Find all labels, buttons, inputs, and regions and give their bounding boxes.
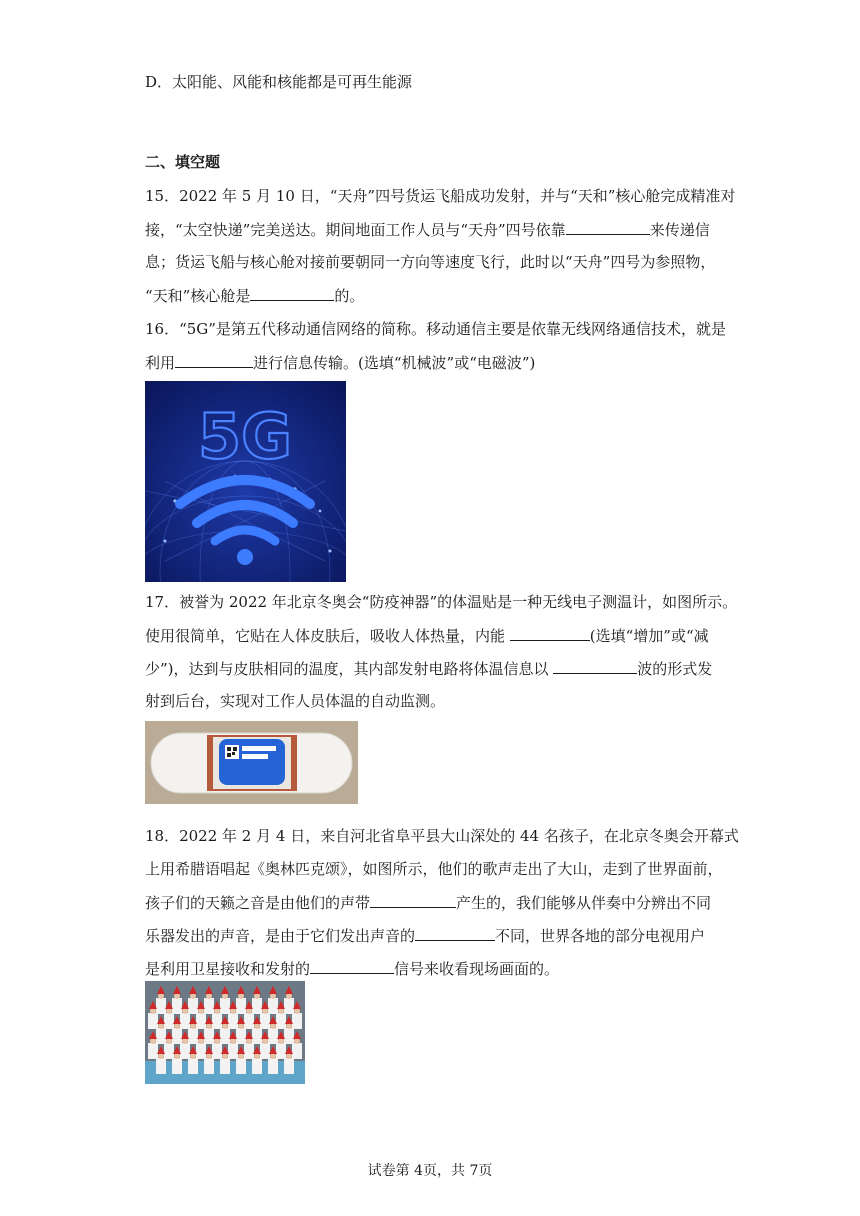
wifi-dot (237, 549, 253, 565)
child-body (236, 1058, 246, 1074)
child-body (260, 1013, 270, 1029)
q18-blank-1[interactable] (370, 892, 456, 908)
child-body (220, 1058, 230, 1074)
q17-line-2 (145, 625, 725, 646)
q18-line-3 (145, 892, 725, 913)
child-body (284, 1058, 294, 1074)
child-body (284, 1028, 294, 1044)
child-body (284, 998, 294, 1014)
child-body (220, 998, 230, 1014)
child-body (188, 1058, 198, 1074)
q17-line-3 (145, 658, 725, 679)
child-body (244, 1013, 254, 1029)
child-body (164, 1013, 174, 1029)
child-body (148, 1043, 158, 1059)
thermometer-patch-image (145, 721, 358, 804)
choir-image (145, 981, 305, 1084)
q18-line-4 (145, 925, 725, 946)
child-body (172, 998, 182, 1014)
q15-line-4 (145, 285, 725, 306)
child-body (156, 1028, 166, 1044)
q15-line-4-text-a: “天和”核心舱是 (145, 287, 251, 305)
child-body (292, 1013, 302, 1029)
q18-line-1: 18．2022 年 2 月 4 日，来自河北省阜平县大山深处的 44 名孩子，在北京冬奥会开幕式 (145, 827, 739, 845)
q15-line-2-text-b: 来传递信 (649, 221, 710, 239)
child-body (260, 1043, 270, 1059)
q16-line-2 (145, 352, 725, 373)
child-body (268, 1028, 278, 1044)
child-body (188, 1028, 198, 1044)
q15-blank-1[interactable] (566, 219, 650, 235)
child-body (212, 1043, 222, 1059)
child-body (276, 1043, 286, 1059)
q16-blank[interactable] (175, 352, 253, 368)
child-body (292, 1043, 302, 1059)
fiveg-illustration (145, 381, 346, 582)
q17-line-1: 17．被誉为 2022 年北京冬奥会“防疫神器”的体温贴是一种无线电子测温计，如图所示。 (145, 593, 738, 611)
child-body (276, 1013, 286, 1029)
q17-line-2-text-b: (选填“增加”或“减 (589, 627, 709, 645)
child-body (252, 1058, 262, 1074)
fiveg-image (145, 381, 346, 582)
child-body (148, 1013, 158, 1029)
choir-illustration (145, 981, 305, 1084)
q15-line-4-text-b: 的。 (334, 287, 365, 305)
child-body (228, 1043, 238, 1059)
child-body (172, 1058, 182, 1074)
child-body (156, 998, 166, 1014)
q16-line-1: 16．“5G”是第五代移动通信网络的简称。移动通信主要是依靠无线网络通信技术，就是 (145, 320, 726, 338)
child-body (220, 1028, 230, 1044)
q17-line-3-text-b: 波的形式发 (637, 660, 713, 678)
child-body (244, 1043, 254, 1059)
q18-line-5 (145, 958, 725, 979)
q18-line-4-text-b: 不同，世界各地的部分电视用户 (495, 927, 706, 945)
q18-blank-2[interactable] (415, 925, 495, 941)
child-body (156, 1058, 166, 1074)
child-body (268, 998, 278, 1014)
child-body (172, 1028, 182, 1044)
q15-line-2 (145, 219, 725, 240)
child-body (204, 1028, 214, 1044)
child-body (196, 1043, 206, 1059)
q17-blank-1[interactable] (510, 625, 590, 641)
q18-blank-3[interactable] (310, 958, 394, 974)
child-body (180, 1013, 190, 1029)
thermometer-patch-illustration (145, 721, 358, 804)
q18-line-5-text-a: 是利用卫星接收和发射的 (145, 960, 311, 978)
child-body (268, 1058, 278, 1074)
q18-line-3-text-a: 孩子们的天籁之音是由他们的声带 (145, 894, 371, 912)
q17-line-3-text-a: 少”)，达到与皮肤相同的温度，其内部发射电路将体温信息以 (145, 660, 554, 678)
child-body (236, 998, 246, 1014)
q15-line-3: 息；货运飞船与核心舱对接前要朝同一方向等速度飞行，此时以“天舟”四号为参照物， (145, 253, 716, 271)
q17-line-4: 射到后台，实现对工作人员体温的自动监测。 (145, 692, 446, 710)
child-body (228, 1013, 238, 1029)
child-body (252, 998, 262, 1014)
q18-line-3-text-b: 产生的，我们能够从伴奏中分辨出不同 (456, 894, 712, 912)
child-body (252, 1028, 262, 1044)
child-body (212, 1013, 222, 1029)
section-title: 二、填空题 (145, 153, 221, 171)
q18-line-4-text-a: 乐器发出的声音，是由于它们发出声音的 (145, 927, 416, 945)
page-footer: 试卷第 4页，共 7页 (367, 1163, 493, 1179)
fiveg-logo-text: 5G (197, 400, 293, 473)
child-body (180, 1043, 190, 1059)
q18-line-5-text-b: 信号来收看现场画面的。 (394, 960, 560, 978)
q15-line-1: 15．2022 年 5 月 10 日，“天舟”四号货运飞船成功发射，并与“天和”核心舱完成精准对 (145, 187, 736, 205)
q15-line-2-text-a: 接，“太空快递”完美送达。期间地面工作人员与“天舟”四号依靠 (145, 221, 566, 239)
child-body (204, 1058, 214, 1074)
q16-line-2-text-b: 进行信息传输。(选填“机械波”或“电磁波”) (253, 354, 536, 372)
child-body (164, 1043, 174, 1059)
q16-line-2-text-a: 利用 (145, 354, 176, 372)
q17-line-2-text-a: 使用很简单，它贴在人体皮肤后，吸收人体热量，内能 (145, 627, 510, 645)
child-body (236, 1028, 246, 1044)
child-body (196, 1013, 206, 1029)
q18-line-2: 上用希腊语唱起《奥林匹克颂》，如图所示，他们的歌声走出了大山，走到了世界面前， (145, 860, 723, 878)
q17-blank-2[interactable] (553, 658, 637, 674)
child-body (188, 998, 198, 1014)
q15-blank-2[interactable] (250, 285, 334, 301)
child-body (204, 998, 214, 1014)
option-d: D．太阳能、风能和核能都是可再生能源 (145, 73, 413, 91)
